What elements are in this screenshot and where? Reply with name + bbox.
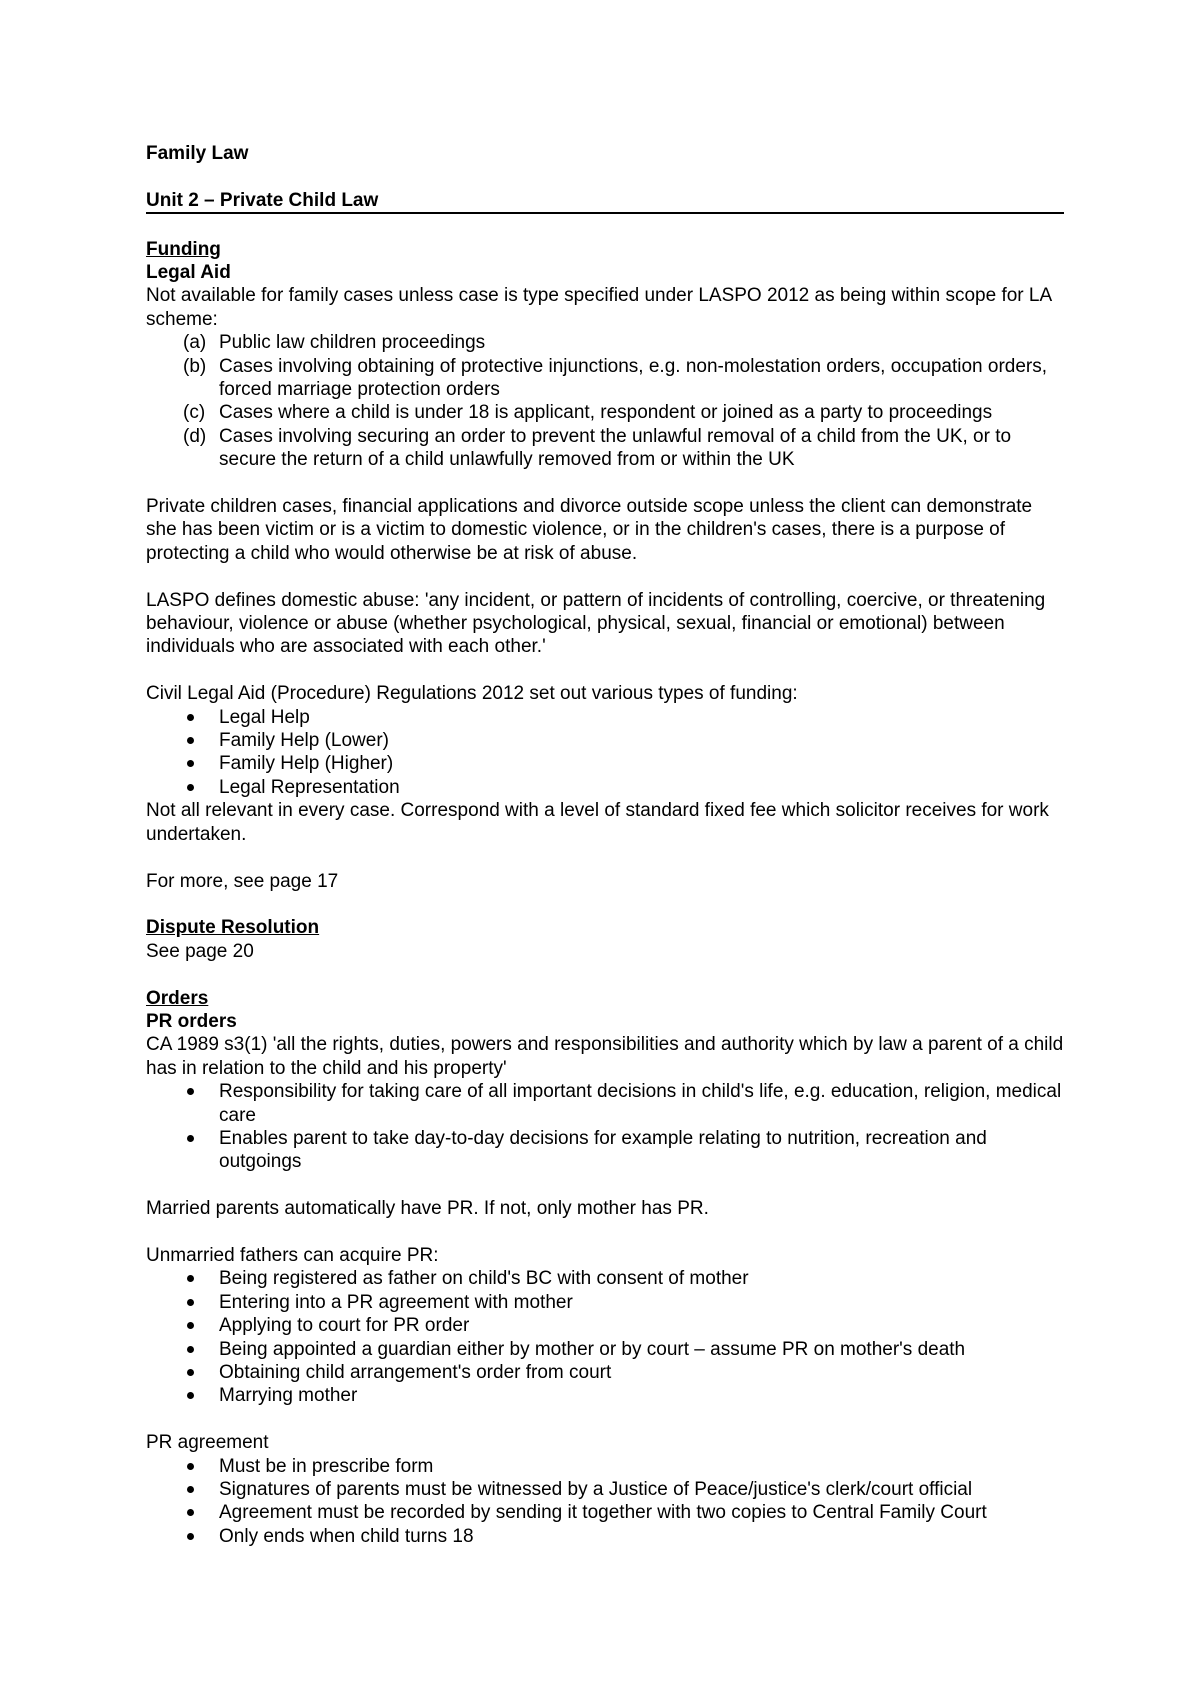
list-item: Enables parent to take day-to-day decisions for example relating to nutrition, recreation and outgoings [146,1127,1064,1174]
unit-title: Unit 2 – Private Child Law [146,189,1064,214]
list-item: Agreement must be recorded by sending it together with two copies to Central Family Court [146,1501,1064,1524]
private-cases-paragraph: Private children cases, financial applications and divorce outside scope unless the client can demonstrate she has been victim or is a victim to domestic violence, or in the children's cases, there is a purpose of protecting a child who would otherwise be at risk of abuse. [146,496,1033,564]
list-item: Entering into a PR agreement with mother [146,1291,1064,1314]
pr-agreement-intro: PR agreement [146,1432,269,1454]
list-item: Signatures of parents must be witnessed by a Justice of Peace/justice's clerk/court official [146,1478,1064,1501]
married-parents-paragraph: Married parents automatically have PR. If not, only mother has PR. [146,1198,709,1220]
funding-intro: Not available for family cases unless case is type specified under LASPO 2012 as being within scope for LA scheme: [146,285,1052,330]
list-item: Legal Representation [146,776,1064,799]
list-item: Being appointed a guardian either by mother or by court – assume PR on mother's death [146,1338,1064,1361]
more-reference: For more, see page 17 [146,870,339,892]
document-page [146,142,1064,1548]
unmarried-list [146,1267,1064,1407]
scope-list [146,331,1064,471]
laspo-definition-paragraph: LASPO defines domestic abuse: 'any incident, or pattern of incidents of controlling, coercive, or threatening behaviour, violence or abuse (whether psychological, physical, sexual, financial or emotional) between individuals who are associated with each other.' [146,589,1046,658]
list-text: Cases involving obtaining of protective injunctions, e.g. non-molestation orders, occupation orders, forced marriage protection orders [219,355,1048,401]
list-item: Marrying mother [146,1384,1064,1407]
legal-aid-subheading: Legal Aid [146,262,231,283]
list-item: Must be in prescribe form [146,1455,1064,1478]
list-item [146,355,1064,402]
list-label: (d) [183,425,207,447]
relevance-paragraph: Not all relevant in every case. Correspond with a level of standard fixed fee which solicitor receives for work undertaken. [146,800,1049,845]
list-item: Family Help (Higher) [146,752,1064,775]
list-label: (c) [183,402,206,424]
orders-heading: Orders [146,987,209,1009]
unmarried-intro: Unmarried fathers can acquire PR: [146,1244,439,1266]
funding-types-list [146,706,1064,800]
doc-title: Family Law [146,143,249,164]
list-item [146,401,1064,424]
list-item: Applying to court for PR order [146,1314,1064,1337]
pr-definition-list [146,1080,1064,1174]
list-item: Responsibility for taking care of all important decisions in child's life, e.g. education, religion, medical care [146,1080,1064,1127]
list-label: (b) [183,355,207,377]
list-item: Obtaining child arrangement's order from court [146,1361,1064,1384]
dispute-heading: Dispute Resolution [146,917,320,939]
pr-agreement-list [146,1455,1064,1549]
funding-heading: Funding [146,238,221,260]
list-label: (a) [183,332,207,354]
list-text: Public law children proceedings [219,332,486,354]
list-item: Being registered as father on child's BC with consent of mother [146,1267,1064,1290]
dispute-reference: See page 20 [146,940,254,962]
list-item [146,425,1064,472]
list-item [146,331,1064,354]
list-item: Only ends when child turns 18 [146,1525,1064,1548]
pr-orders-subheading: PR orders [146,1010,237,1032]
list-item: Family Help (Lower) [146,729,1064,752]
civil-legal-aid-paragraph: Civil Legal Aid (Procedure) Regulations 2012 set out various types of funding: [146,683,798,705]
list-text: Cases where a child is under 18 is applicant, respondent or joined as a party to proceedings [219,402,993,424]
pr-definition: CA 1989 s3(1) 'all the rights, duties, powers and responsibilities and authority which by law a parent of a child has in relation to the child and his property' [146,1034,1064,1079]
list-text: Cases involving securing an order to prevent the unlawful removal of a child from the UK, or to secure the return of a child unlawfully removed from or within the UK [219,425,1012,471]
list-item: Legal Help [146,706,1064,729]
